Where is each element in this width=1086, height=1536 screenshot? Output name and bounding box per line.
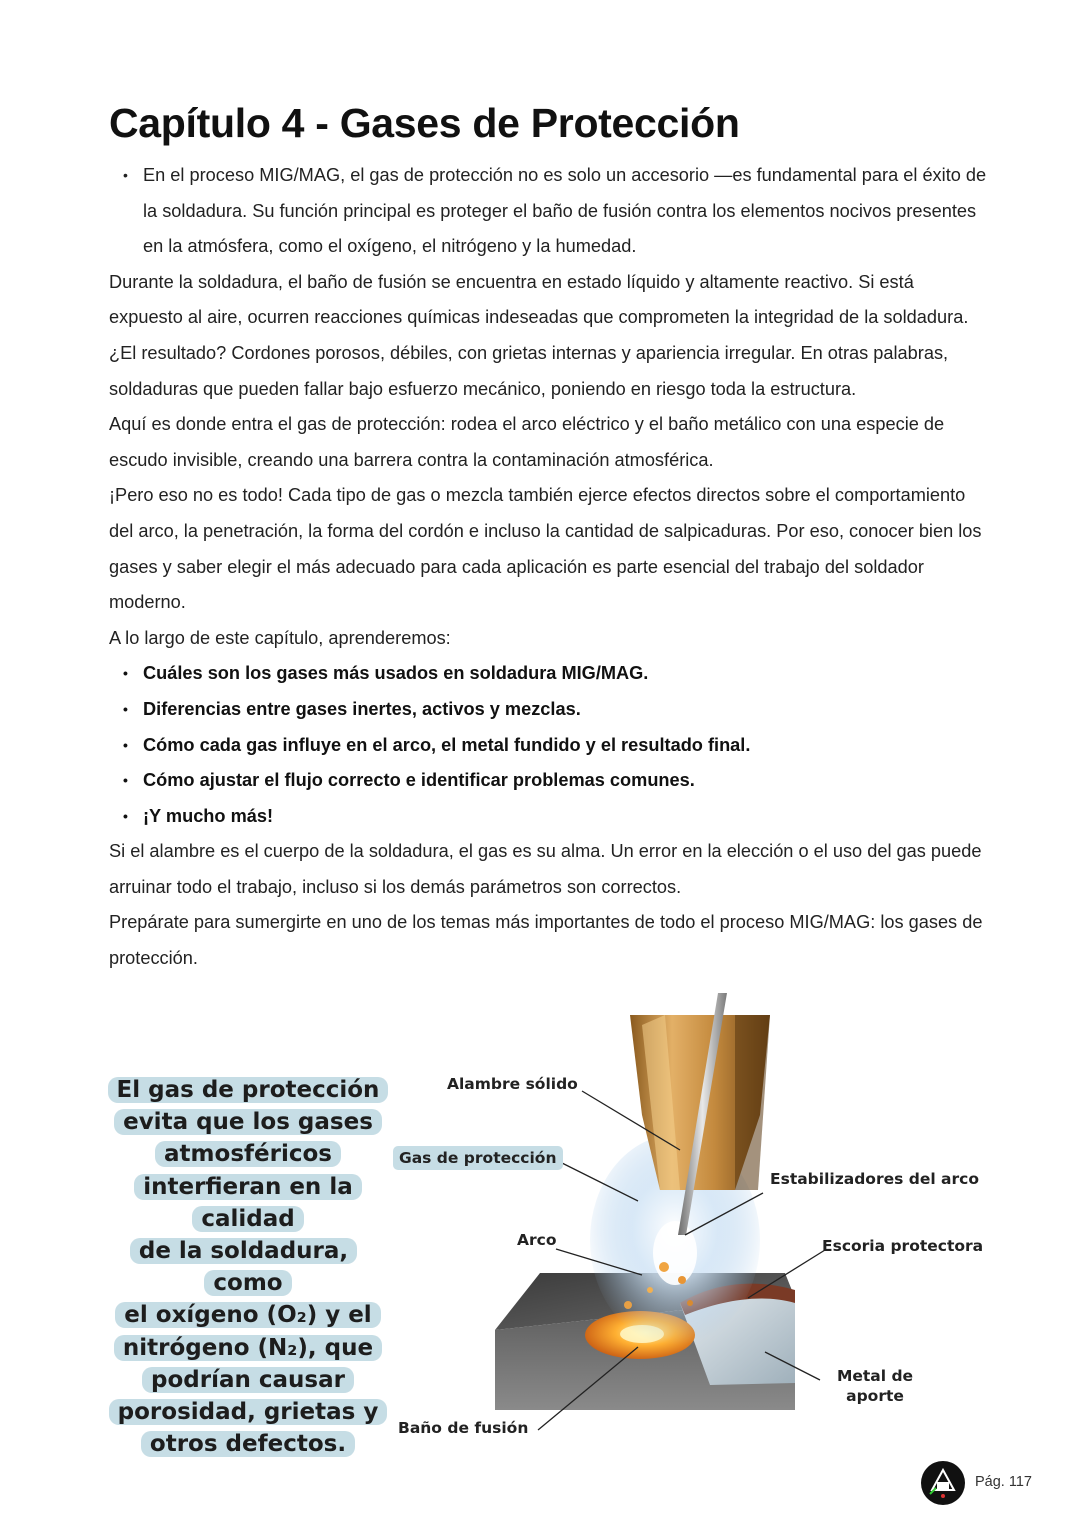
callout-line: interfieran en la calidad xyxy=(98,1171,398,1235)
label-bano: Baño de fusión xyxy=(398,1419,529,1437)
label-gas: Gas de protección xyxy=(393,1146,563,1170)
paragraph: A lo largo de este capítulo, aprenderemos: xyxy=(109,627,451,648)
label-estabilizadores: Estabilizadores del arco xyxy=(770,1170,979,1188)
page-number: Pág. 117 xyxy=(975,1474,1032,1490)
paragraph: Durante la soldadura, el baño de fusión se encuentra en estado líquido y altamente reactivo. Si está expuesto al aire, ocurren reacciones químicas indeseadas que comprometen la integridad de la soldadura. ¿El resultado? Cordones porosos, débiles, con grietas internas y apariencia irregular. En otras palabras, soldaduras que pueden fallar bajo esfuerzo mecánico, poniendo en riesgo toda la estructura. xyxy=(109,271,969,399)
callout-line: de la soldadura, como xyxy=(98,1235,398,1299)
intro-bullet: • En el proceso MIG/MAG, el gas de protección no es solo un accesorio —es fundamental para el éxito de la soldadura. Su función principal es proteger el baño de fusión contra los elementos nocivos presentes en la atmósfera, como el oxígeno, el nitrógeno y la humedad. xyxy=(109,158,989,265)
paragraph: Si el alambre es el cuerpo de la soldadura, el gas es su alma. Un error en la elección o el uso del gas puede arruinar todo el trabajo, incluso si los demás parámetros son correctos. xyxy=(109,841,982,897)
callout-line: nitrógeno (N₂), que xyxy=(98,1332,398,1364)
callout-line: el oxígeno (O₂) y el xyxy=(98,1299,398,1331)
publisher-logo-icon xyxy=(920,1460,966,1506)
spatter-droplet xyxy=(647,1287,653,1293)
chapter-title: Capítulo 4 - Gases de Protección xyxy=(109,100,740,146)
paragraph: Aquí es donde entra el gas de protección: rodea el arco eléctrico y el baño metálico con una especie de escudo invisible, creando una barrera contra la contaminación atmosférica. xyxy=(109,414,945,470)
paragraph: ¡Pero eso no es todo! Cada tipo de gas o mezcla también ejerce efectos directos sobre el comportamiento del arco, la penetración, la forma del cordón e incluso la cantidad de salpicaduras. Por eso, conocer bien los gases y saber elegir el más adecuado para cada aplicación es parte esencial del trabajo del soldador moderno. xyxy=(109,485,982,613)
callout-line: porosidad, grietas y xyxy=(98,1396,398,1428)
spatter-droplet xyxy=(624,1301,632,1309)
paragraph: Prepárate para sumergirte en uno de los temas más importantes de todo el proceso MIG/MAG: los gases de protección. xyxy=(109,912,983,969)
callout-line: evita que los gases xyxy=(98,1106,398,1138)
callout-line: podrían causar xyxy=(98,1364,398,1396)
label-escoria: Escoria protectora xyxy=(822,1237,984,1255)
learn-item: • Cómo ajustar el flujo correcto e identificar problemas comunes. xyxy=(109,763,989,799)
spatter-droplet xyxy=(678,1276,686,1284)
learn-item: • Cómo cada gas influye en el arco, el metal fundido y el resultado final. xyxy=(109,728,989,764)
learn-item: • Diferencias entre gases inertes, activos y mezclas. xyxy=(109,692,989,728)
label-alambre: Alambre sólido xyxy=(447,1075,578,1093)
label-metal-line2: aporte xyxy=(846,1387,904,1405)
label-metal-aporte xyxy=(835,1366,915,1406)
callout-line: El gas de protección xyxy=(98,1074,398,1106)
label-metal-line1: Metal de xyxy=(836,1367,914,1385)
learn-item: • Cuáles son los gases más usados en soldadura MIG/MAG. xyxy=(109,656,989,692)
nozzle-shade xyxy=(735,1015,770,1190)
spatter-droplet xyxy=(687,1300,693,1306)
label-arco: Arco xyxy=(517,1231,557,1249)
body-text xyxy=(109,158,989,977)
learn-item: • ¡Y mucho más! xyxy=(109,799,989,835)
callout-line: otros defectos. xyxy=(98,1428,398,1460)
welding-diagram xyxy=(380,985,1000,1455)
callout-line: atmosféricos xyxy=(98,1138,398,1170)
spatter-droplet xyxy=(659,1262,669,1272)
callout-box xyxy=(98,1074,398,1460)
arc-glow xyxy=(653,1221,697,1285)
